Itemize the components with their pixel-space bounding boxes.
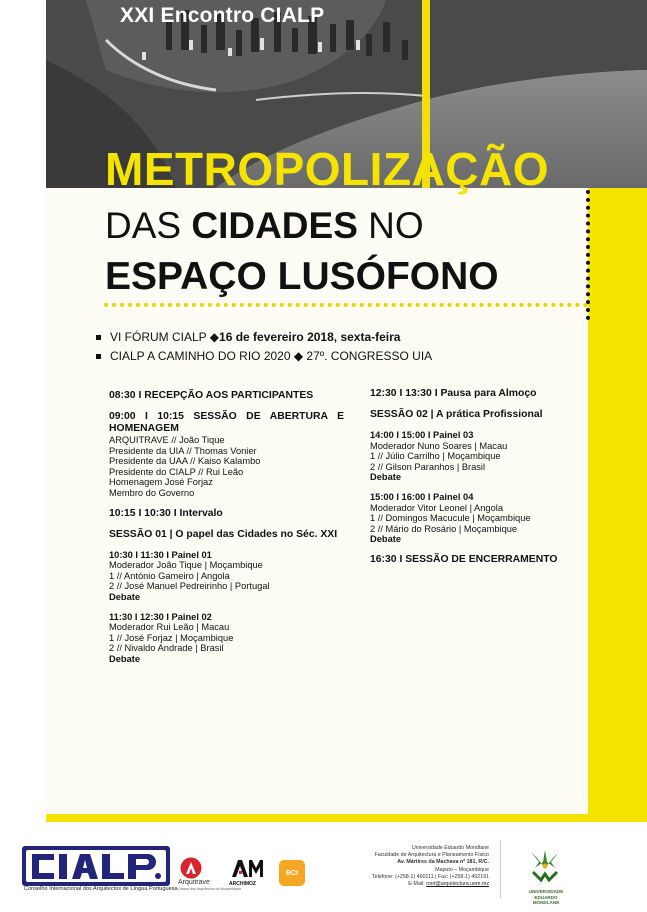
list-item: Presidente do CIALP // Rui Leão	[109, 466, 244, 477]
panel-03-time: 14:00 I 15:00 I Painel 03	[370, 430, 474, 440]
main-title-line2	[105, 205, 424, 247]
uem-name: UNIVERSIDADE EDUARDO MONDLANE	[528, 889, 564, 905]
program-column-right	[370, 388, 582, 566]
contact-line: Maputo – Moçambique	[435, 866, 489, 873]
dotted-vertical-divider	[586, 190, 590, 320]
arquitrave-logo-icon	[180, 857, 202, 879]
list-item: 2 // Nivaldo Andrade | Brasil	[109, 643, 224, 654]
event-date: 16 de fevereiro 2018, sexta-feira	[219, 330, 401, 344]
uem-emblem-icon	[527, 848, 563, 888]
arquitrave-sub-label: Ordem dos Arquitectos de Moçambique	[178, 887, 242, 891]
archimoz-label: ARCHIMOZ	[229, 881, 256, 887]
yellow-side-band	[588, 188, 647, 820]
cialp-caption: Conselho Internacional dos Arquitectos de Língua Portuguesa	[24, 886, 178, 892]
contact-line: Telefone: (+258-1) 490111 | Fax: (+258-1) 492191	[372, 873, 489, 880]
list-item: 2 // Mário do Rosário | Moçambique	[370, 523, 518, 534]
opening-session-heading-cont: HOMENAGEM	[109, 423, 179, 434]
contact-line: Universidade Eduardo Mondlane	[411, 845, 489, 851]
yellow-bottom-band	[46, 814, 647, 822]
panel-01-time: 10:30 I 11:30 I Painel 01	[109, 549, 212, 560]
cialp-logo	[22, 846, 170, 886]
dotted-horizontal-divider	[104, 303, 588, 307]
panel-04-debate: Debate	[370, 534, 402, 545]
list-item: Membro do Governo	[109, 487, 195, 498]
email-label: E-Mail:	[408, 881, 427, 888]
panel-02-time: 11:30 I 12:30 I Painel 02	[109, 611, 212, 622]
list-item: Moderador Rui Leão | Macau	[109, 622, 230, 633]
contact-line: Faculdade de Arquitectura e Planeamento Físico	[374, 852, 489, 859]
bullet-square-icon	[96, 354, 101, 359]
list-item: 1 // Domingos Macucule | Moçambique	[370, 513, 531, 524]
contact-line: Av. Mártires da Machava nº 181, R/C.	[397, 859, 489, 866]
panel-03-debate: Debate	[370, 472, 402, 483]
list-item: 2 // José Manuel Pedreirinho | Portugal	[109, 581, 270, 592]
footer-divider	[500, 840, 501, 898]
bullet-square-icon	[96, 335, 101, 340]
email-link[interactable]: root@arquitectura.uem.mz	[426, 881, 489, 888]
opening-session-heading: 09:00 I 10:15 SESSÃO DE ABERTURA E	[109, 411, 344, 422]
lunch-item: 12:30 I 13:30 I Pausa para Almoço	[370, 388, 537, 399]
title-word-das: DAS	[105, 205, 192, 246]
session-01-heading: SESSÃO 01 | O papel das Cidades no Séc. XXI	[109, 528, 338, 540]
title-word-cidades: CIDADES	[191, 205, 358, 246]
closing-session-item: 16:30 I SESSÃO DE ENCERRAMENTO	[370, 553, 558, 565]
bullet-text: VI FÓRUM CIALP ◆	[110, 330, 220, 344]
university-contact-block	[330, 845, 489, 888]
list-item	[96, 328, 432, 347]
arquitrave-label: Arquitrave	[178, 879, 210, 886]
list-item: ARQUITRAVE // João Tique	[109, 435, 225, 445]
list-item: Presidente da UAA // Kaiso Kalambo	[109, 456, 261, 467]
event-info-list	[96, 328, 432, 366]
list-item	[96, 347, 432, 366]
session-02-heading: SESSÃO 02 | A prática Profissional	[370, 409, 543, 420]
list-item: 1 // José Forjaz | Moçambique	[109, 632, 234, 643]
title-word-no: NO	[357, 205, 424, 246]
panel-02-debate: Debate	[109, 653, 141, 664]
reception-item: 08:30 I RECEPÇÃO AOS PARTICIPANTES	[109, 390, 314, 401]
list-item: Presidente da UIA // Thomas Vonier	[109, 445, 257, 456]
panel-01-debate: Debate	[109, 591, 141, 602]
list-item: 1 // António Gameiro | Angola	[109, 570, 230, 581]
email-line	[330, 881, 489, 888]
interval-item: 10:15 I 10:30 I Intervalo	[109, 507, 223, 519]
list-item: Moderador João Tique | Moçambique	[109, 560, 263, 571]
panel-04-time: 15:00 I 16:00 I Painel 04	[370, 491, 474, 502]
list-item: Homenagem José Forjaz	[109, 477, 213, 488]
bullet-text: CIALP A CAMINHO DO RIO 2020 ◆ 27º. CONGRESSO UIA	[110, 349, 433, 363]
event-title: XXI Encontro CIALP	[120, 4, 325, 27]
bci-logo: BCI	[279, 860, 305, 886]
list-item: 1 // Júlio Carrilho | Moçambique	[370, 451, 501, 462]
archimoz-logo-icon	[230, 857, 264, 879]
list-item: Moderador Nuno Soares | Macau	[370, 440, 508, 451]
program-column-left	[109, 390, 344, 665]
list-item: Moderador Vitor Leonel | Angola	[370, 502, 504, 513]
list-item: 2 // Gilson Paranhos | Brasil	[370, 461, 486, 472]
main-title-line3: ESPAÇO LUSÓFONO	[105, 255, 499, 298]
main-title-line1: METROPOLIZAÇÃO	[105, 143, 549, 195]
